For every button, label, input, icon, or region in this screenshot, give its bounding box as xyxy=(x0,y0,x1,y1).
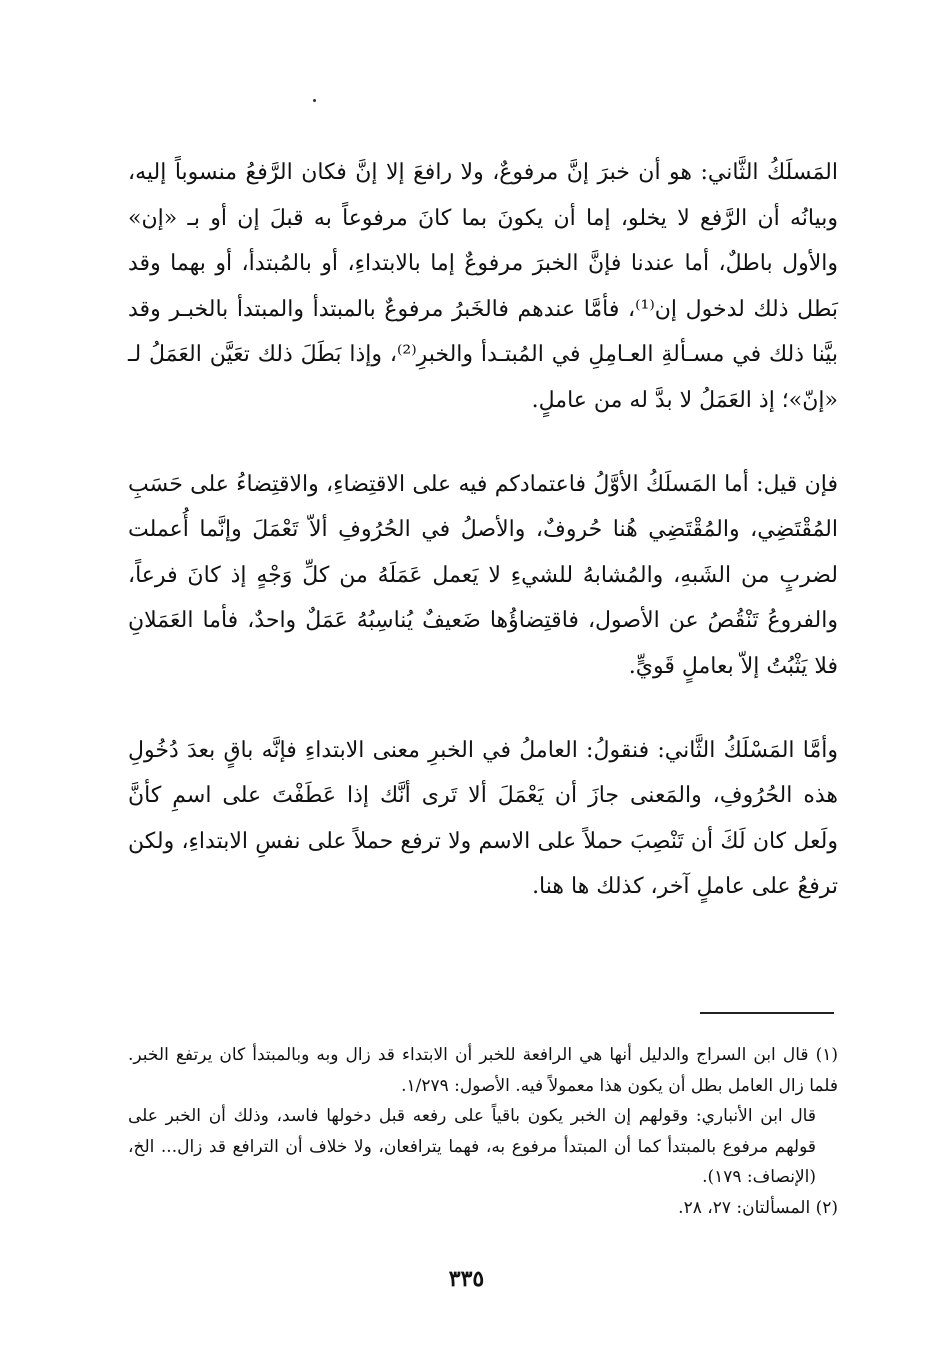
footnote-1: (١) قال ابن السراج والدليل أنها هي الرافعة للخبر أن الابتداء قد زال وبه وبالمبتدأ كان يرتفع الخبر. فلما زال العامل بطل أن يكون هذا معمولاً فيه. الأصول: ١/٢٧٩. xyxy=(128,1045,838,1096)
paragraph-3: وأمَّا المَسْلَكُ الثَّاني: فنقولُ: العاملُ في الخبرِ معنى الابتداءِ فإنَّه باقٍ بعدَ دُخُولِ هذه الحُرُوفِ، والمَعنى جازَ أن يَعْمَلَ ألا تَرى أنَّك إذا عَطَفْتَ على اسمِ كأنَّ ولَعل كان لَكَ أن تَنْصِبَ حملاً على الاسم ولا ترفع حملاً على نفسِ الابتداءِ، ولكن ترفعُ على عاملٍ آخر، كذلك ها هنا. xyxy=(128,737,838,900)
footnote-separator xyxy=(700,1012,834,1014)
footnotes xyxy=(128,1040,838,1224)
paragraph-2: فإن قيل: أما المَسلَكُ الأوَّلُ فاعتمادكم فيه على الاقتِضاءِ، والاقتِضاءُ على حَسَبِ المُقْتَضِي، والمُقْتَضِي هُنا حُروفٌ، والأصلُ في الحُرُوفِ ألاّ تَعْمَلَ وإنَّما أُعملت لضربٍ من الشَبهِ، والمُشابهُ للشيءِ لا يَعمل عَمَلَهُ من كلِّ وَجْهٍ إذ كانَ فرعاً، والفروعُ تَنْقُصُ عن الأصول، فاقتِضاؤُها ضَعيفٌ يُناسِبُهُ عَمَلٌ واحدٌ، فأما العَمَلانِ فلا يَثْبُتُ إلاّ بعاملٍ قَويٍّ. xyxy=(128,471,838,679)
footnote-2: (٢) المسألتان: ٢٧، ٢٨. xyxy=(678,1197,838,1218)
footnote-1-continued: قال ابن الأنباري: وقولهم إن الخبر يكون باقياً على رفعه قبل دخولها فاسد، وذلك أن الخبر على قولهم مرفوع بالمبتدأ كما أن المبتدأ مرفوع به، فهما يترافعان، ولا خلاف أن الترافع قد زال... الخ، (الإنصاف: ١٧٩). xyxy=(128,1106,816,1188)
page-number: ٣٣٥ xyxy=(448,1266,485,1292)
main-text xyxy=(128,150,838,948)
paragraph-1: المَسلَكُ الثَّاني: هو أن خبرَ إنَّ مرفوعٌ، ولا رافعَ إلا إنَّ فكان الرَّفعُ منسوباً إليه، وبيانُه أن الرَّفع لا يخلو، إما أن يكونَ بما كانَ مرفوعاً به قبلَ إن أو بـ «إن» والأول باطلٌ، أما عندنا فإنَّ الخبرَ مرفوعٌ إما بالابتداءِ، أو بالمُبتدأ، أو بهما وقد بَطل ذلك لدخول إن⁽¹⁾، فأمَّا عندهم فالخَبرُ مرفوعٌ بالمبتدأ والمبتدأ بالخبـر وقد بيَّنا ذلك في مسـألةِ العـامِلِ في المُبتـدأ والخبرِ⁽²⁾، وإذا بَطَلَ ذلك تعَيَّن العَمَلُ لـ «إنّ»؛ إذ العَمَلُ لا بدَّ له من عاملٍ. xyxy=(128,160,839,413)
speck-mark xyxy=(313,99,316,102)
